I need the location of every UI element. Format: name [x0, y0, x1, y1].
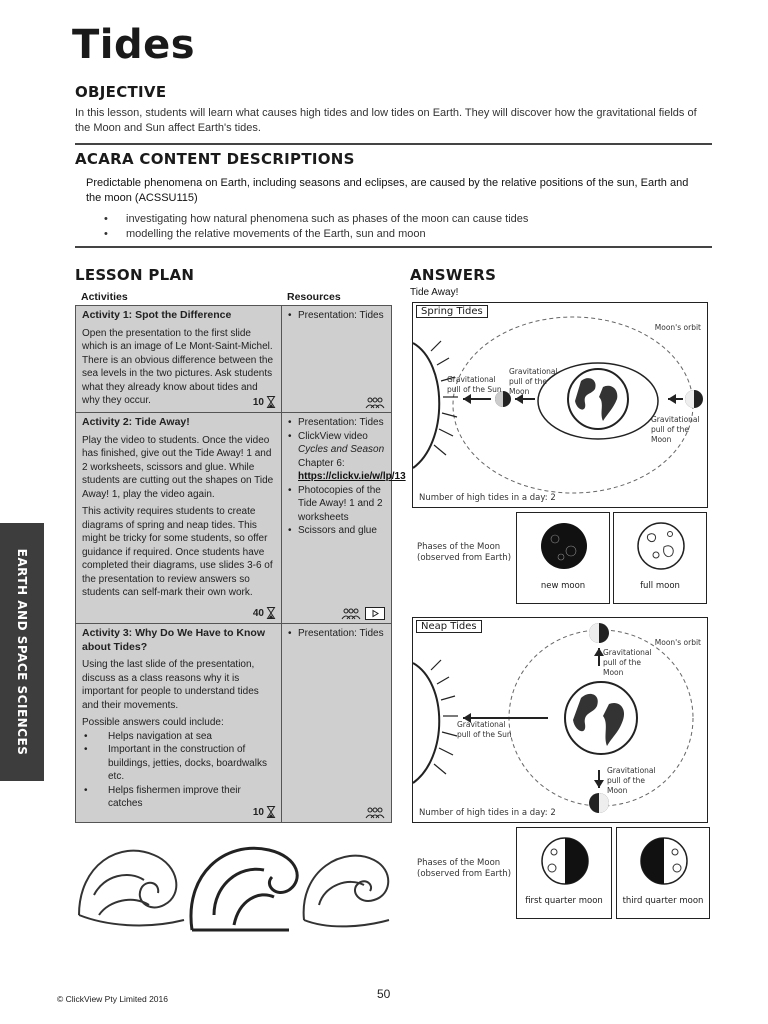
- resource-item: • Presentation: Tides: [288, 627, 385, 641]
- duration-minutes: 40: [252, 607, 264, 619]
- activity-2-cell: [75, 412, 282, 624]
- moon-phase-caption: third quarter moon: [622, 896, 704, 906]
- first-quarter-moon-icon: [540, 836, 590, 886]
- objective-heading: OBJECTIVE: [75, 83, 167, 101]
- third-quarter-moon-icon: [639, 836, 689, 886]
- activity-3-cell: [75, 623, 282, 823]
- duration: [253, 607, 275, 621]
- spring-tides-label: Spring Tides: [416, 305, 488, 318]
- moon-phase-caption: new moon: [540, 581, 586, 591]
- answer-item: • Helps fishermen improve their catches: [82, 784, 275, 811]
- video-play-icon[interactable]: [365, 607, 385, 620]
- resource-item: [288, 430, 406, 484]
- spring-tides-illustration: [413, 303, 706, 506]
- answers-heading: ANSWERS: [410, 266, 497, 284]
- neap-tides-label: Neap Tides: [416, 620, 482, 633]
- group-icon: [365, 807, 385, 819]
- activity-title: Activity 1: Spot the Difference: [82, 309, 232, 321]
- activity-text: This activity requires students to create diagrams of spring and neap tides. This might be tricky for some students, so offer guidance if required. Once students have completed their diagrams, use slides 3-6 of the presentation to review answers so students can self-mark their own work.: [82, 506, 273, 598]
- first-quarter-moon-box: [516, 827, 612, 919]
- activity-text: Using the last slide of the presentation, discuss as a class reasons why it is important for people to understand tides and their movements.: [82, 659, 259, 711]
- wave-decoration: [74, 835, 394, 940]
- hourglass-icon: [267, 396, 275, 408]
- activity-title: Activity 3: Why Do We Have to Know about Tides?: [82, 627, 265, 653]
- resource-chapter: Chapter 6:: [298, 457, 345, 469]
- group-icon: [365, 397, 385, 409]
- activity-title: Activity 2: Tide Away!: [82, 416, 190, 428]
- grav-moon-label: Gravitational pull of the Moon: [651, 415, 700, 444]
- activities-column-header: Activities: [81, 291, 128, 303]
- duration: [253, 396, 275, 410]
- resource-item: • Scissors and glue: [288, 524, 385, 538]
- acara-heading: ACARA CONTENT DESCRIPTIONS: [75, 150, 355, 168]
- hourglass-icon: [267, 806, 275, 818]
- activity-text: Possible answers could include:: [82, 717, 224, 728]
- divider: [75, 143, 712, 145]
- third-quarter-moon-box: [616, 827, 710, 919]
- moons-orbit-label: Moon's orbit: [654, 323, 701, 332]
- activity-2-resources: [281, 412, 406, 624]
- section-side-tab: [0, 523, 44, 781]
- activity-text: Play the video to students. Once the video has finished, give out the Tide Away! 1 and 2 worksheets, scissors and glue. While students are cutting out the shapes on Tide Away! 1, play the video again.: [82, 434, 274, 500]
- new-moon-icon: [539, 521, 589, 571]
- grav-moon-label: Gravitational pull of the Moon: [607, 766, 656, 795]
- resources-column-header: Resources: [287, 291, 341, 303]
- phases-label: Phases of the Moon (observed from Earth): [417, 858, 512, 879]
- side-tab-label: EARTH AND SPACE SCIENCES: [15, 548, 29, 756]
- lesson-plan-heading: LESSON PLAN: [75, 266, 195, 284]
- moons-orbit-label: Moon's orbit: [654, 638, 701, 647]
- group-icon: [341, 608, 361, 620]
- high-tides-count: Number of high tides in a day: 2: [419, 808, 556, 818]
- phases-label: Phases of the Moon (observed from Earth): [417, 542, 512, 563]
- grav-sun-label: Gravitational pull of the Sun: [447, 375, 502, 394]
- resource-clickview: ClickView video: [298, 430, 368, 442]
- acara-bullets: • investigating how natural phenomena such as phases of the moon can cause tides • modelling the relative movements of the Earth, sun and moon: [104, 213, 529, 240]
- grav-moon-label: Gravitational pull of the Moon: [603, 648, 652, 677]
- answer-item: • Important in the construction of buildings, jetties, docks, boardwalks etc.: [82, 743, 275, 784]
- duration-minutes: 10: [252, 806, 264, 818]
- hourglass-icon: [267, 607, 275, 619]
- divider: [75, 246, 712, 248]
- acara-bullet: modelling the relative movements of the Earth, sun and moon: [126, 228, 426, 240]
- copyright: © ClickView Pty Limited 2016: [57, 994, 168, 1004]
- moon-phase-caption: first quarter moon: [525, 896, 603, 906]
- new-moon-box: [516, 512, 610, 604]
- activity-1-resources: [281, 305, 392, 413]
- full-moon-box: [613, 512, 707, 604]
- objective-text: In this lesson, students will learn what causes high tides and low tides on Earth. They will discover how the gravitational fields of the Moon and Sun affect Earth's tides.: [75, 107, 697, 134]
- resource-item: • Presentation: Tides: [288, 309, 385, 323]
- moon-phase-caption: full moon: [640, 581, 680, 591]
- acara-bullet: investigating how natural phenomena such as phases of the moon can cause tides: [126, 213, 529, 225]
- neap-tides-diagram: [412, 617, 708, 823]
- activity-1-cell: [75, 305, 282, 413]
- duration-minutes: 10: [252, 396, 264, 408]
- grav-moon-label: Gravitational pull of the Moon: [509, 367, 558, 396]
- grav-sun-label: Gravitational pull of the Sun: [457, 720, 512, 739]
- video-link[interactable]: https://clickv.ie/w/lp/13: [298, 471, 406, 482]
- acara-lead: Predictable phenomena on Earth, including seasons and eclipses, are caused by the relative positions of the sun, Earth and the moon (ACSSU115): [86, 177, 689, 204]
- resource-item: • Photocopies of the Tide Away! 1 and 2 worksheets: [288, 484, 385, 525]
- resource-item: • Presentation: Tides: [288, 416, 385, 430]
- resource-video-title: Cycles and Season: [298, 444, 385, 455]
- full-moon-icon: [636, 521, 686, 571]
- page-title: Tides: [72, 22, 196, 68]
- activity-text: Open the presentation to the first slide which is an image of Le Mont-Saint-Michel. There is an obvious difference between the sea levels in the two pictures. Ask students what they already know about tides and why they occur.: [82, 327, 274, 406]
- answer-item: • Helps navigation at sea: [82, 730, 275, 744]
- spring-tides-diagram: [412, 302, 708, 508]
- activity-3-resources: [281, 623, 392, 823]
- page-number: 50: [377, 987, 391, 1001]
- high-tides-count: Number of high tides in a day: 2: [419, 493, 556, 503]
- answers-subheading: Tide Away!: [410, 287, 459, 298]
- duration: [253, 806, 275, 820]
